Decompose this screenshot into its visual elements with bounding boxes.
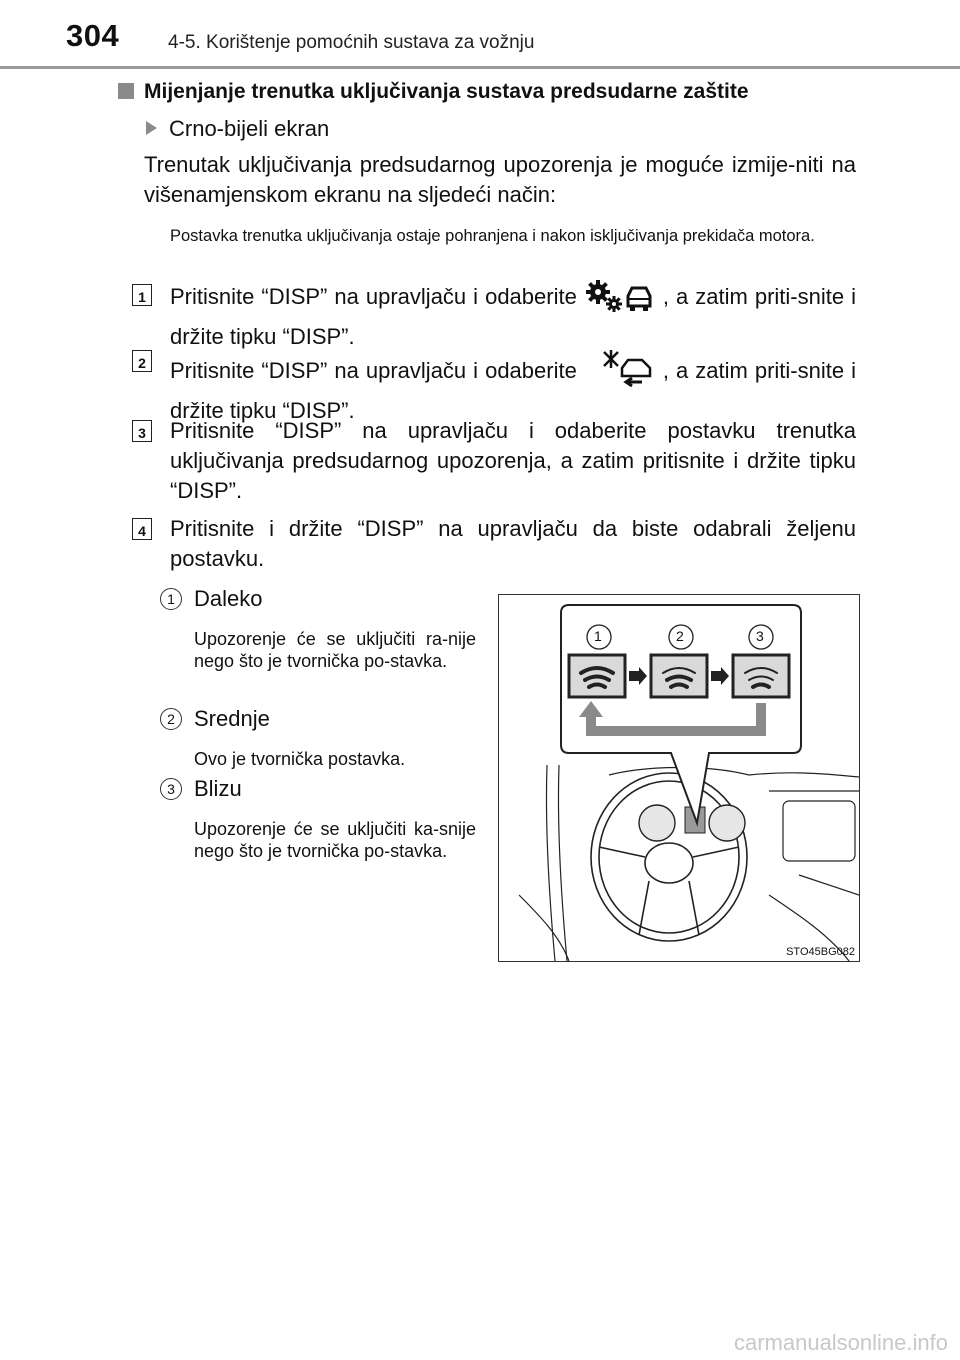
option-2-desc: Ovo je tvornička postavka. bbox=[194, 749, 406, 769]
option-2-title: Srednje bbox=[194, 706, 270, 731]
page-number: 304 bbox=[66, 18, 120, 53]
steering-wheel-illustration bbox=[499, 595, 859, 961]
step-number-3: 3 bbox=[132, 420, 152, 442]
step-2-text-a: Pritisnite “DISP” na upravljaču i odaberite bbox=[170, 358, 577, 383]
option-1-desc: Upozorenje će se uključiti ra-nije nego što je tvornička po-stavka. bbox=[194, 629, 476, 671]
section-heading bbox=[118, 80, 749, 104]
option-number-1: 1 bbox=[160, 588, 182, 610]
illustration-figure bbox=[498, 594, 860, 962]
intro-paragraph: Trenutak uključivanja predsudarnog upozorenja je moguće izmije-niti na višenamjenskom ekranu na sljedeći način: bbox=[144, 152, 856, 207]
figure-label-1: 1 bbox=[594, 628, 602, 644]
square-bullet-icon bbox=[118, 83, 134, 99]
triangle-bullet-icon bbox=[146, 121, 157, 135]
watermark: carmanualsonline.info bbox=[733, 1330, 948, 1355]
step-number-2: 2 bbox=[132, 350, 152, 372]
step-4-text: Pritisnite i držite “DISP” na upravljaču da biste odabrali željenu postavku. bbox=[170, 516, 856, 571]
running-title: 4-5. Korištenje pomoćnih sustava za vožnju bbox=[168, 32, 535, 53]
step-2-text bbox=[170, 348, 856, 426]
step-1-text-a: Pritisnite “DISP” na upravljaču i odaberite bbox=[170, 284, 577, 309]
settings-car-icon bbox=[584, 280, 656, 322]
step-number-4: 4 bbox=[132, 518, 152, 540]
option-1-title: Daleko bbox=[194, 586, 263, 611]
pcs-warning-icon bbox=[598, 348, 656, 396]
option-number-3: 3 bbox=[160, 778, 182, 800]
display-type-text: Crno-bijeli ekran bbox=[169, 116, 330, 141]
header-rule bbox=[0, 66, 960, 69]
figure-code: STO45BG082 bbox=[786, 946, 855, 958]
figure-label-2: 2 bbox=[676, 628, 684, 644]
option-number-2: 2 bbox=[160, 708, 182, 730]
figure-label-3: 3 bbox=[756, 628, 764, 644]
step-1-text-b: , a zatim priti-snite i držite tipku “DISP”. bbox=[170, 284, 857, 349]
step-2-text-b: , a zatim priti-snite i držite tipku “DISP”. bbox=[170, 358, 857, 423]
step-number-1: 1 bbox=[132, 284, 152, 306]
note-paragraph: Postavka trenutka uključivanja ostaje pohranjena i nakon isključivanja prekidača motora. bbox=[170, 227, 815, 245]
option-3-desc: Upozorenje će se uključiti ka-snije nego što je tvornička po-stavka. bbox=[194, 819, 476, 861]
option-3-title: Blizu bbox=[194, 776, 242, 801]
step-1-text bbox=[170, 280, 856, 352]
display-type bbox=[146, 116, 329, 142]
step-3-text: Pritisnite “DISP” na upravljaču i odaberite postavku trenutka uključivanja predsudarnog upozorenja, a zatim pritisnite i držite tipku “DISP”. bbox=[170, 418, 856, 503]
section-heading-text: Mijenjanje trenutka uključivanja sustava predsudarne zaštite bbox=[144, 80, 749, 103]
